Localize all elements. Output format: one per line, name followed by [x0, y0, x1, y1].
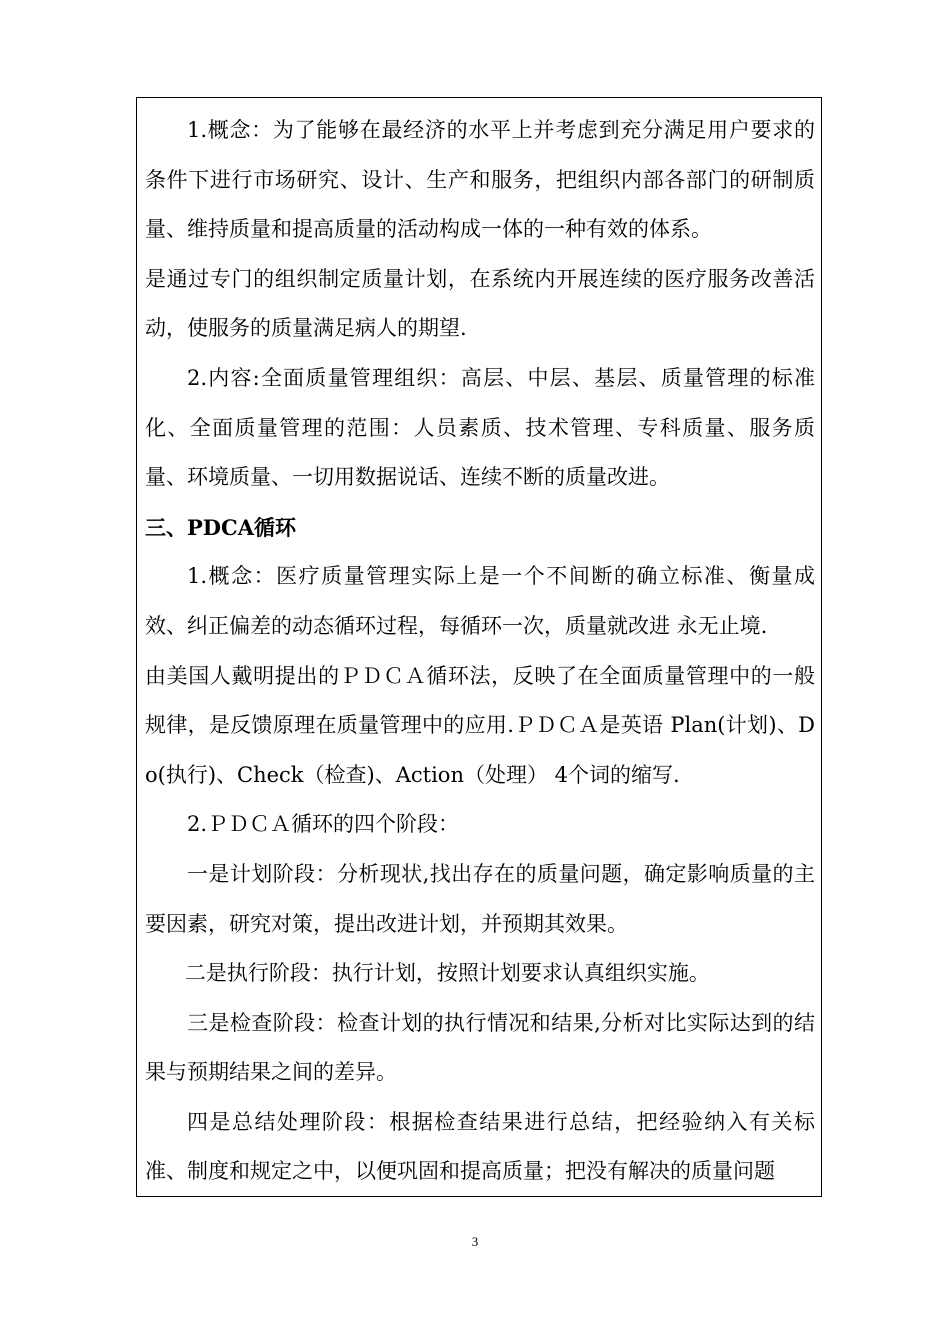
page-number: 3 [471, 1234, 479, 1249]
paragraph-pdca-concept: 1.概念：医疗质量管理实际上是一个不间断的确立标准、衡量成效、纠正偏差的动态循环过程，每循环一次，质量就改进 永无止境. [145, 564, 815, 638]
content-frame [136, 97, 822, 1197]
paragraph-tqm-content: 2.内容:全面质量管理组织：高层、中层、基层、质量管理的标准化、全面质量管理的范围：人员素质、技术管理、专科质量、服务质量、环境质量、一切用数据说话、连续不断的质量改进。 [145, 365, 815, 490]
paragraph-stage-check: 三是检查阶段：检查计划的执行情况和结果,分析对比实际达到的结果与预期结果之间的差异。 [145, 1010, 815, 1085]
paragraph-tqm-goal: 是通过专门的组织制定质量计划，在系统内开展连续的医疗服务改善活动，使服务的质量满足病人的期望. [145, 266, 815, 341]
paragraph-pdca-origin: 由美国人戴明提出的ＰＤＣＡ循环法，反映了在全面质量管理中的一般规律，是反馈原理在质量管理中的应用.ＰＤＣＡ是英语 Plan(计划)、Do(执行)、Check（检查)、Action（处理） 4个词的缩写. [145, 663, 815, 787]
paragraph-tqm-concept: 1.概念：为了能够在最经济的水平上并考虑到充分满足用户要求的条件下进行市场研究、设计、生产和服务，把组织内部各部门的研制质量、维持质量和提高质量的活动构成一体的一种有效的体系。 [145, 118, 815, 242]
paragraph-stage-act: 四是总结处理阶段：根据检查结果进行总结，把经验纳入有关标准、制度和规定之中，以便巩固和提高质量；把没有解决的质量问题 [145, 1109, 815, 1184]
section-heading-pdca: 三、PDCA循环 [145, 514, 297, 540]
paragraph-pdca-stages-intro: 2.ＰＤＣＡ循环的四个阶段： [187, 812, 460, 837]
paragraph-stage-do: 二是执行阶段：执行计划，按照计划要求认真组织实施。 [184, 961, 710, 986]
paragraph-stage-plan: 一是计划阶段：分析现状,找出存在的质量问题，确定影响质量的主要因素，研究对策，提出改进计划，并预期其效果。 [145, 861, 815, 936]
